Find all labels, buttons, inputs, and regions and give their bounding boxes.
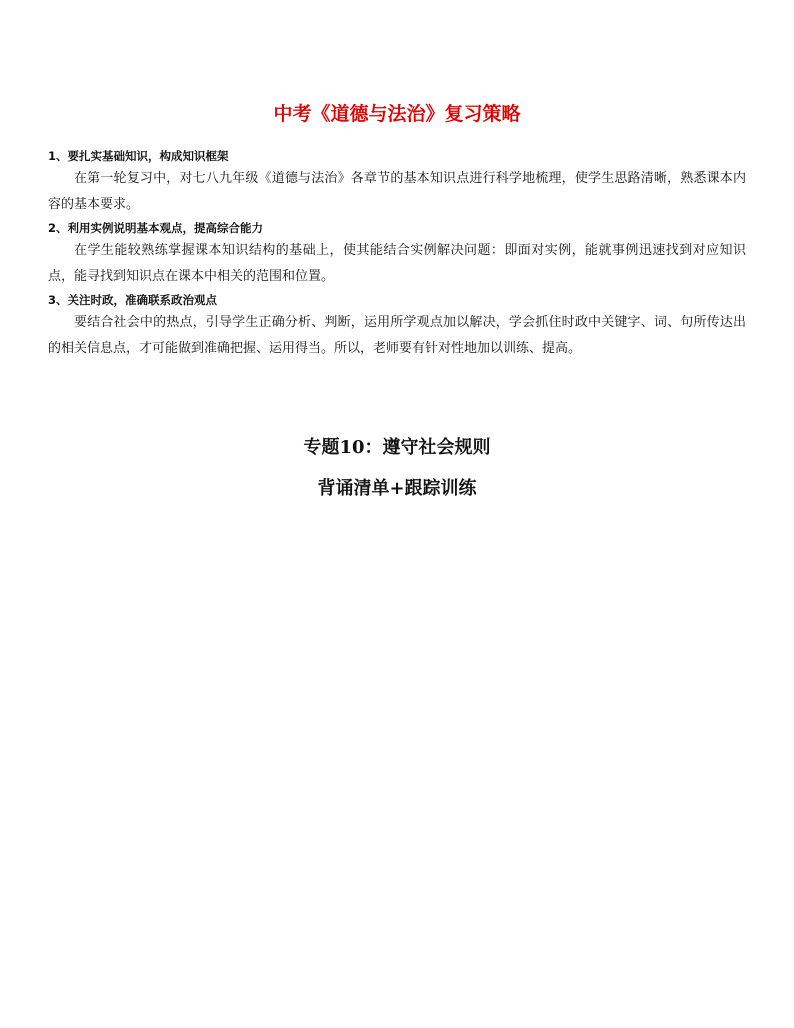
section-heading: 2、利用实例说明基本观点，提高综合能力 [48, 221, 263, 235]
section-1 [48, 146, 746, 218]
topic-subtitle: 背诵清单+跟踪训练 [317, 478, 477, 499]
topic-title: 专题10：遵守社会规则 [303, 437, 491, 458]
section-body: 在学生能较熟练掌握课本知识结构的基础上，使其能结合实例解决问题：即面对实例，能就事例迅速找到对应知识点，能寻找到知识点在课本中相关的范围和位置。 [48, 243, 746, 284]
strategy-sections [48, 146, 746, 362]
section-body: 在第一轮复习中，对七八九年级《道德与法治》各章节的基本知识点进行科学地梳理，使学生思路清晰，熟悉课本内容的基本要求。 [48, 171, 746, 212]
section-3 [48, 290, 746, 362]
strategy-title: 中考《道德与法治》复习策略 [273, 103, 521, 125]
section-2 [48, 218, 746, 290]
section-heading: 3、关注时政，准确联系政治观点 [48, 293, 217, 307]
section-heading: 1、要扎实基础知识，构成知识框架 [48, 149, 229, 163]
section-body: 要结合社会中的热点，引导学生正确分析、判断，运用所学观点加以解决，学会抓住时政中关键字、词、句所传达出的相关信息点，才可能做到准确把握、运用得当。所以，老师要有针对性地加以训练、提高。 [48, 315, 746, 356]
